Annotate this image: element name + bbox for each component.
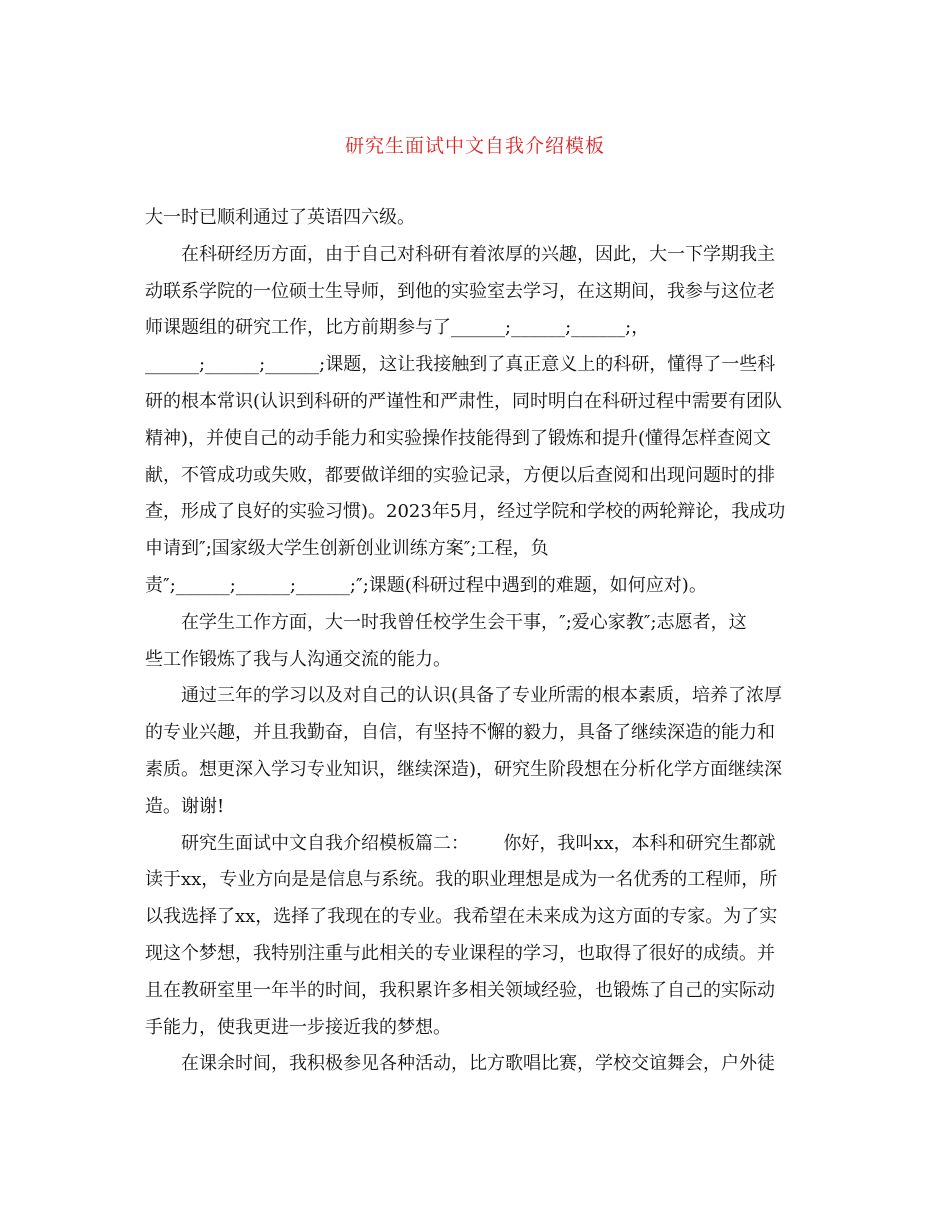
paragraph-line: 素质。想更深入学习专业知识，继续深造)，研究生阶段想在分析化学方面继续深 [145,758,783,780]
paragraph-line: 在学生工作方面，大一时我曾任校学生会干事，″;爱心家教″;志愿者，这 [181,611,747,633]
paragraph-line: 在课余时间，我积极参见各种活动，比方歌唱比赛，学校交谊舞会，户外徒 [181,1053,775,1075]
paragraph-line: 以我选择了xx，选择了我现在的专业。我希望在未来成为这方面的专家。为了实 [145,906,778,928]
paragraph-line: 精神)，并使自己的动手能力和实验操作技能得到了锻炼和提升(懂得怎样查阅文 [145,427,772,449]
paragraph-line: 在科研经历方面，由于自己对科研有着浓厚的兴趣，因此，大一下学期我主 [181,243,775,265]
paragraph-line: 且在教研室里一年半的时间，我积累许多相关领域经验，也锻炼了自己的实际动 [145,979,775,1001]
paragraph-line: 大一时已顺利通过了英语四六级。 [145,207,415,228]
paragraph-line: 造。谢谢! [145,795,225,817]
document-body [145,200,810,1083]
paragraph-line: 献，不管成功或失败，都要做详细的实验记录，方便以后查阅和出现问题时的排 [145,464,775,486]
paragraph-line: 动联系学院的一位硕士生导师，到他的实验室去学习，在这期间，我参与这位老 [145,280,775,302]
paragraph-line: 手能力，使我更进一步接近我的梦想。 [145,1016,451,1038]
paragraph-line: 些工作锻炼了我与人沟通交流的能力。 [145,648,451,670]
paragraph-line: 申请到″;国家级大学生创新创业训练方案″;工程，负 [145,538,549,560]
paragraph-line: 查，形成了良好的实验习惯)。2023年5月，经过学院和学校的两轮辩论，我成功 [145,501,786,523]
document-title: 研究生面试中文自我介绍模板 [344,135,605,157]
paragraph-line: 的专业兴趣，并且我勤奋，自信，有坚持不懈的毅力，具备了继续深造的能力和 [145,722,775,744]
paragraph-line: 现这个梦想，我特别注重与此相关的专业课程的学习，也取得了很好的成绩。并 [145,942,775,964]
paragraph-line: 责″;______;______;______;″;课题(科研过程中遇到的难题，如何应对)。 [145,574,707,596]
paragraph-line: 师课题组的研究工作，比方前期参与了______;______;______;， [145,317,650,339]
paragraph-line: 研的根本常识(认识到科研的严谨性和严肃性，同时明白在科研过程中需要有团队 [145,390,783,412]
paragraph-line: 研究生面试中文自我介绍模板篇二： 你好，我叫xx，本科和研究生都就 [181,832,776,854]
paragraph-line: ______;______;______;课题，这让我接触到了真正意义上的科研，懂得了一些科 [145,354,776,376]
paragraph-line: 通过三年的学习以及对自己的认识(具备了专业所需的根本素质，培养了浓厚 [181,685,783,707]
paragraph-line: 读于xx，专业方向是是信息与系统。我的职业理想是成为一名优秀的工程师，所 [145,869,778,891]
